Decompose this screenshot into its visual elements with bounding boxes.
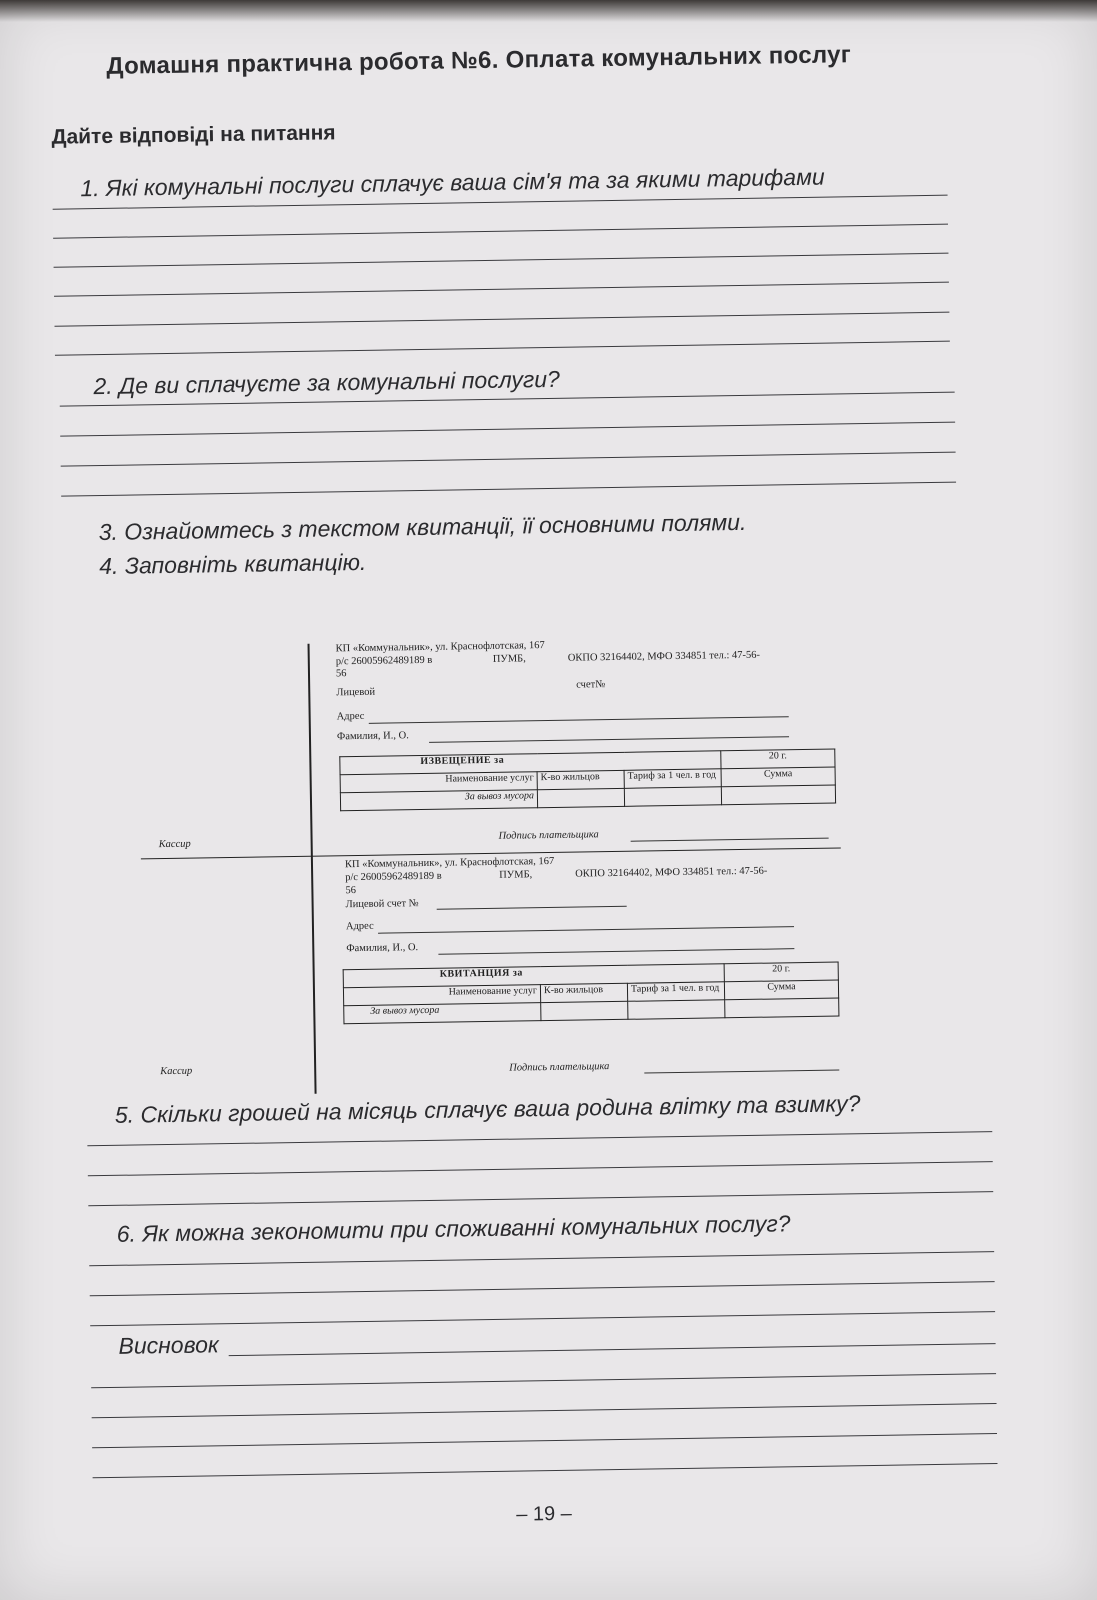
receipt-account: р/с 26005962489189 в (345, 870, 442, 884)
answer-line[interactable] (53, 224, 948, 239)
receipt-address-field[interactable] (378, 926, 794, 934)
receipt-tariff-cell[interactable] (628, 1000, 725, 1020)
notice-address-label: Адрес (336, 710, 365, 723)
notice-phone-end: 56 (335, 668, 347, 680)
receipt-header: КВИТАНЦИЯ за (343, 964, 724, 988)
answer-line[interactable] (92, 1433, 997, 1448)
question-2: 2. Де ви сплачуєте за комунальні послуги? (93, 365, 561, 400)
notice-col-service: Наименование услуг (340, 772, 537, 793)
question-4: 4. Заповніть квитанцію. (99, 548, 367, 580)
notice-personal-label: Лицевой (336, 686, 376, 699)
notice-table (339, 749, 836, 812)
notice-name-field[interactable] (429, 736, 789, 743)
notice-signature-field[interactable] (631, 838, 829, 842)
answer-line[interactable] (87, 1131, 992, 1146)
page-number: – 19 – (516, 1502, 572, 1526)
answer-line[interactable] (88, 1191, 993, 1206)
notice-year: 20 г. (721, 749, 835, 769)
answer-line[interactable] (88, 1161, 993, 1176)
answer-line[interactable] (55, 341, 950, 356)
receipt-name-field[interactable] (438, 948, 794, 955)
conclusion-label: Висновок (118, 1331, 219, 1359)
notice-account: р/с 26005962489189 в (335, 654, 433, 668)
receipt-signature-label: Подпись плательщика (509, 1061, 610, 1074)
answer-line[interactable] (92, 1403, 997, 1418)
receipt-name-label: Фамилия, И., О. (346, 942, 419, 955)
receipt-col-count: К-во жильцов (540, 983, 627, 1002)
notice-bank: ПУМБ, (492, 653, 526, 665)
receipt-address-label: Адрес (345, 920, 374, 933)
question-3: 3. Ознайомтесь з текстом квитанції, її основними полями. (98, 508, 747, 546)
answer-line[interactable] (90, 1311, 995, 1326)
notice-col-tariff: Тариф за 1 чел. в год (624, 769, 721, 789)
notice-count-cell[interactable] (537, 788, 624, 807)
notice-account-no-label: счет№ (576, 679, 606, 691)
answer-line[interactable] (54, 253, 949, 268)
receipt-personal-field[interactable] (437, 906, 627, 910)
answer-line[interactable] (91, 1373, 996, 1388)
answer-line[interactable] (54, 312, 949, 327)
answer-line[interactable] (89, 1251, 994, 1266)
receipt-sum-cell[interactable] (725, 998, 839, 1018)
answer-line[interactable] (93, 1463, 998, 1478)
notice-header: ИЗВЕЩЕНИЕ за (340, 751, 721, 775)
receipt-cashier-label: Кассир (160, 1065, 193, 1078)
answer-line[interactable] (90, 1281, 995, 1296)
answer-line[interactable] (61, 482, 956, 497)
notice-name-label: Фамилия, И., О. (336, 730, 409, 743)
question-1: 1. Які комунальні послуги сплачує ваша сім'я та за якими тарифами (80, 163, 825, 202)
notice-codes: ОКПО 32164402, МФО 334851 тел.: 47-56- (567, 649, 761, 664)
notice-tariff-cell[interactable] (624, 787, 721, 807)
receipt-count-cell[interactable] (541, 1001, 628, 1020)
answer-line[interactable] (54, 282, 949, 297)
notice-address-field[interactable] (369, 716, 789, 724)
receipt-signature-field[interactable] (644, 1069, 839, 1073)
question-6: 6. Як можна зекономити при споживанні комунальних послуг? (116, 1210, 791, 1247)
receipt-col-service: Наименование услуг (343, 985, 540, 1006)
question-5: 5. Скільки грошей на місяць сплачує ваша родина влітку та взимку? (114, 1090, 861, 1128)
receipt-vertical-divider (308, 644, 317, 1094)
receipt-table (343, 961, 840, 1024)
receipt-personal-label: Лицевой счет № (345, 898, 419, 911)
notice-org: КП «Коммунальник», ул. Краснофлотская, 167 (335, 640, 545, 655)
instructions-heading: Дайте відповіді на питання (51, 121, 336, 149)
notice-cashier-label: Кассир (158, 838, 191, 851)
conclusion-line[interactable] (229, 1343, 996, 1356)
utility-receipt-form (138, 635, 865, 1096)
notice-row-service: За вывоз мусора (340, 790, 537, 811)
receipt-col-sum: Сумма (724, 980, 838, 1000)
page-title: Домашня практична робота №6. Оплата комунальних послуг (106, 41, 852, 80)
receipt-phone-end: 56 (345, 885, 356, 897)
notice-col-count: К-во жильцов (537, 770, 624, 789)
notice-col-sum: Сумма (721, 767, 835, 787)
receipt-row-service: За вывоз мусора (344, 1003, 541, 1024)
receipt-codes: ОКПО 32164402, МФО 334851 тел.: 47-56- (575, 865, 768, 880)
notice-sum-cell[interactable] (721, 785, 835, 805)
answer-line[interactable] (61, 452, 956, 467)
receipt-col-tariff: Тариф за 1 чел. в год (627, 982, 724, 1002)
receipt-org: КП «Коммунальник», ул. Краснофлотская, 167 (344, 855, 555, 871)
receipt-year: 20 г. (724, 962, 838, 982)
answer-line[interactable] (60, 422, 955, 437)
notice-signature-label: Подпись плательщика (498, 829, 599, 842)
receipt-bank: ПУМБ, (499, 869, 533, 881)
